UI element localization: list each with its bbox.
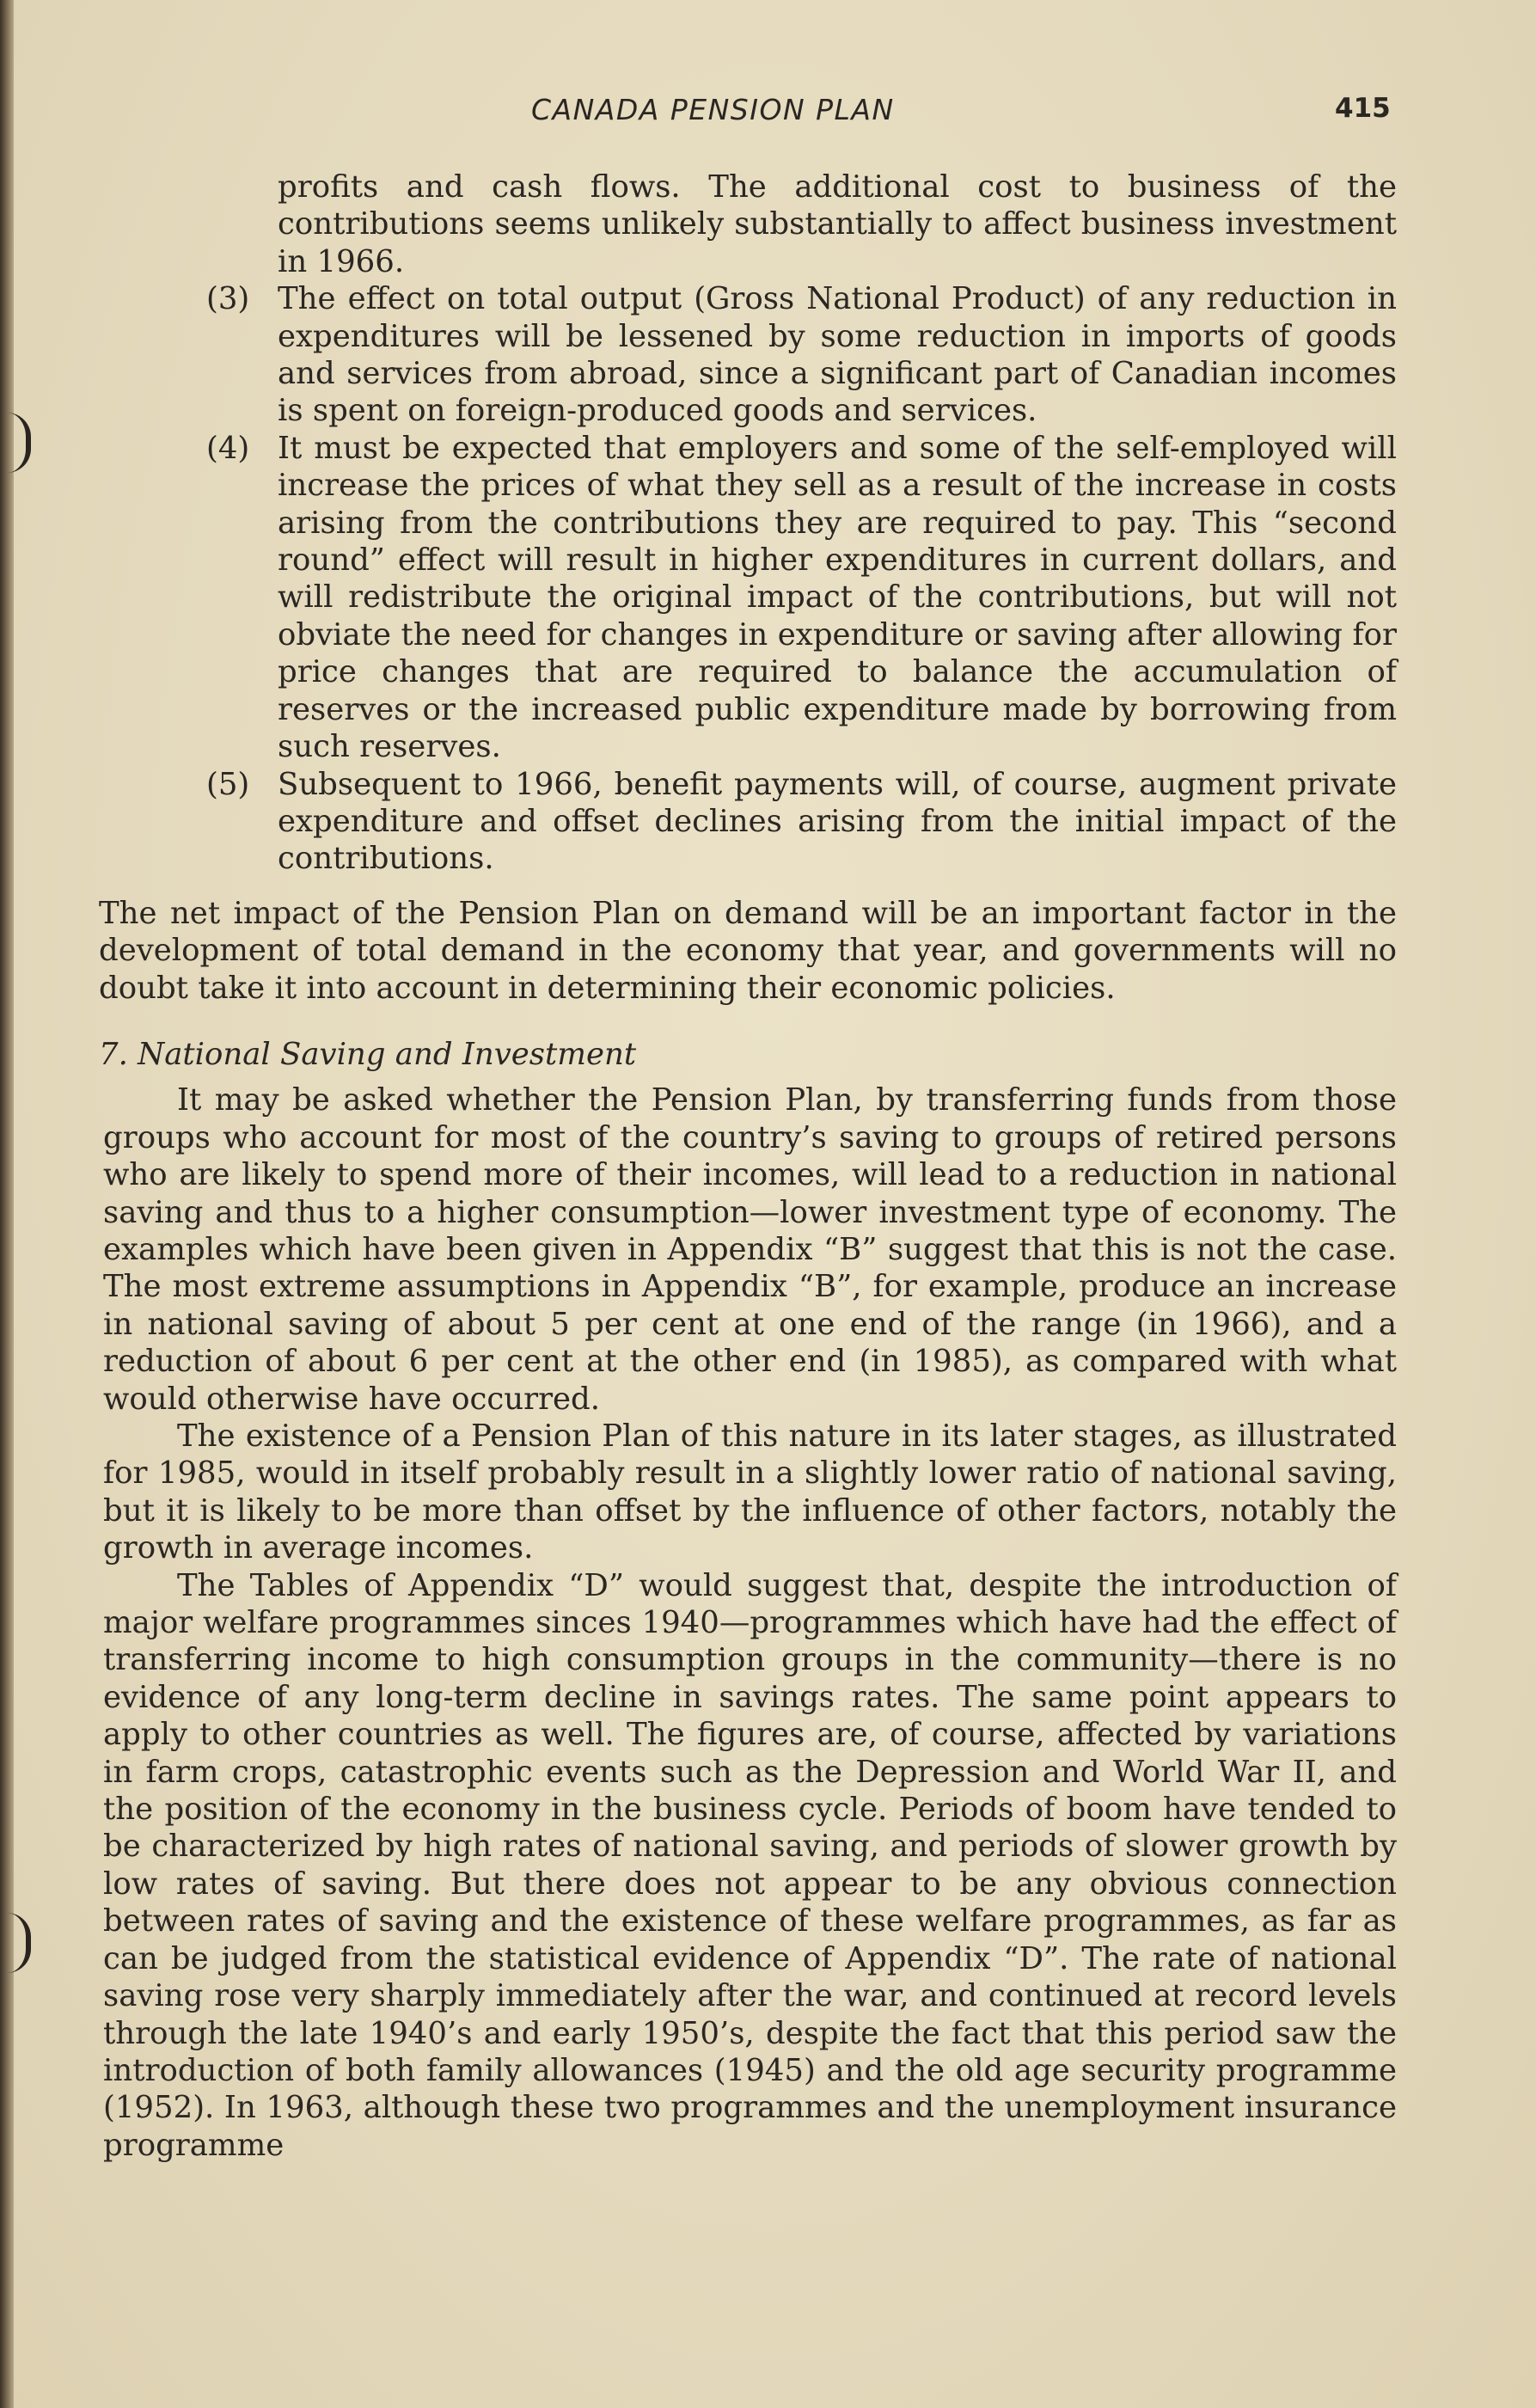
continuation-text: profits and cash flows. The additional cost to business of the contributions seems unlikely substantially to affect business investment in 1966. — [278, 169, 1397, 279]
list-item — [99, 280, 1397, 430]
summary-paragraph: The net impact of the Pension Plan on demand will be an important factor in the development of total demand in the economy that year, and governments will no doubt take it into account in determining their economic policies. — [99, 895, 1397, 1006]
list-item — [99, 430, 1397, 766]
page-header — [0, 93, 1536, 136]
running-head: CANADA PENSION PLAN — [531, 93, 895, 126]
binding-mark — [7, 413, 31, 473]
list-item-text: It must be expected that employers and some of the self-employed will increase the prices of what they sell as a result of the increase in costs arising from the contributions they are required to pay. This “second round” effect will result in higher expenditures in current dollars, and will redistribute the original impact of the contributions, but will not obviate the need for changes in expenditure or saving after allowing for price changes that are required to balance the accumulation of reserves or the increased public expenditure made by borrowing from such reserves. — [278, 430, 1397, 765]
book-binding-edge — [0, 0, 14, 2408]
page-body — [99, 168, 1397, 2164]
list-item-number: (4) — [206, 430, 250, 466]
list-item-text: The effect on total output (Gross National Product) of any reduction in expenditures will be lessened by some reduction in imports of goods and services from abroad, since a significant part of Canadian incomes is spent on foreign-produced goods and services. — [278, 281, 1397, 429]
binding-mark — [7, 1913, 31, 1973]
section-heading: 7. National Saving and Investment — [99, 1036, 637, 1072]
list-item-text: Subsequent to 1966, benefit payments will, of course, augment private expenditure and offset declines arising from the initial impact of the contributions. — [278, 766, 1397, 877]
list-item — [99, 766, 1397, 878]
list-item-number: (5) — [206, 766, 250, 802]
body-paragraph: It may be asked whether the Pension Plan, by transferring funds from those groups who account for most of the country’s saving to groups of retired persons who are likely to spend more of their incomes, will lead to a reduction in national saving and thus to a higher consumption—lower investment type of economy. The examples which have been given in Appendix “B” suggest that this is not the case. The most extreme assumptions in Appendix “B”, for example, produce an increase in national saving of about 5 per cent at one end of the range (in 1966), and a reduction of about 6 per cent at the other end (in 1985), as compared with what would otherwise have occurred. — [103, 1082, 1397, 1417]
body-paragraph: The Tables of Appendix “D” would suggest that, despite the introduction of major welfare programmes sinces 1940—programmes which have had the effect of transferring income to high consumption groups in the community—there is no evidence of any long-term decline in savings rates. The same point appears to apply to other countries as well. The figures are, of course, affected by variations in farm crops, catastrophic events such as the Depression and World War II, and the position of the economy in the business cycle. Periods of boom have tended to be characterized by high rates of national saving, and periods of slower growth by low rates of saving. But there does not appear to be any obvious connection between rates of saving and the existence of these welfare programmes, as far as can be judged from the statistical evidence of Appendix “D”. The rate of national saving rose very sharply immediately after the war, and continued at record levels through the late 1940’s and early 1950’s, despite the fact that this period saw the introduction of both family allowances (1945) and the old age security programme (1952). In 1963, although these two programmes and the unemployment insurance programme — [103, 1567, 1397, 2163]
body-paragraph: The existence of a Pension Plan of this nature in its later stages, as illustrated for 1985, would in itself probably result in a slightly lower ratio of national saving, but it is likely to be more than offset by the influence of other factors, notably the growth in average incomes. — [103, 1418, 1397, 1566]
list-item-number: (3) — [206, 281, 250, 317]
page-number: 415 — [1335, 93, 1391, 124]
